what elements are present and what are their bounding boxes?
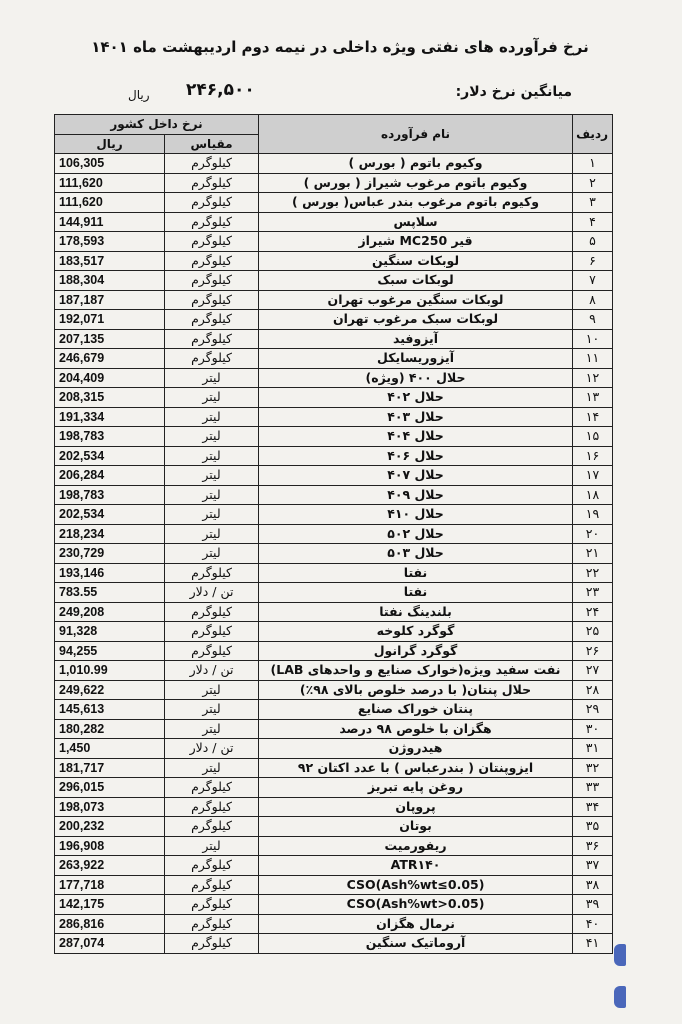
price-cell: 198,783 bbox=[55, 427, 165, 447]
unit-cell: کیلوگرم bbox=[165, 934, 259, 954]
table-row bbox=[55, 251, 613, 271]
product-name: حلال ۴۰۶ bbox=[259, 446, 573, 466]
table-row bbox=[55, 407, 613, 427]
price-cell: 111,620 bbox=[55, 173, 165, 193]
unit-cell: کیلوگرم bbox=[165, 193, 259, 213]
price-table bbox=[54, 114, 613, 954]
row-index: ۸ bbox=[573, 290, 613, 310]
row-index: ۲۱ bbox=[573, 544, 613, 564]
unit-cell: لیتر bbox=[165, 427, 259, 447]
table-row bbox=[55, 544, 613, 564]
product-name: بلندینگ نفتا bbox=[259, 602, 573, 622]
unit-cell: لیتر bbox=[165, 524, 259, 544]
row-index: ۳۵ bbox=[573, 817, 613, 837]
table-row bbox=[55, 290, 613, 310]
unit-cell: لیتر bbox=[165, 505, 259, 525]
unit-cell: لیتر bbox=[165, 836, 259, 856]
unit-cell: لیتر bbox=[165, 407, 259, 427]
table-row bbox=[55, 446, 613, 466]
unit-cell: لیتر bbox=[165, 700, 259, 720]
product-name: حلال ۵۰۲ bbox=[259, 524, 573, 544]
table-row bbox=[55, 895, 613, 915]
product-name: هگزان با خلوص ۹۸ درصد bbox=[259, 719, 573, 739]
row-index: ۱۳ bbox=[573, 388, 613, 408]
price-cell: 202,534 bbox=[55, 446, 165, 466]
row-index: ۴۰ bbox=[573, 914, 613, 934]
row-index: ۳۱ bbox=[573, 739, 613, 759]
price-cell: 202,534 bbox=[55, 505, 165, 525]
row-index: ۷ bbox=[573, 271, 613, 291]
row-index: ۱۵ bbox=[573, 427, 613, 447]
price-cell: 181,717 bbox=[55, 758, 165, 778]
price-cell: 286,816 bbox=[55, 914, 165, 934]
table-row bbox=[55, 193, 613, 213]
table-row bbox=[55, 914, 613, 934]
price-cell: 177,718 bbox=[55, 875, 165, 895]
table-row bbox=[55, 524, 613, 544]
price-cell: 142,175 bbox=[55, 895, 165, 915]
row-index: ۳۲ bbox=[573, 758, 613, 778]
table-row bbox=[55, 934, 613, 954]
table-row bbox=[55, 310, 613, 330]
row-index: ۲۸ bbox=[573, 680, 613, 700]
row-index: ۲۳ bbox=[573, 583, 613, 603]
product-name: بوتان bbox=[259, 817, 573, 837]
table-row bbox=[55, 875, 613, 895]
product-name: ایزوپنتان ( بندرعباس ) با عدد اکتان ۹۲ bbox=[259, 758, 573, 778]
price-cell: 230,729 bbox=[55, 544, 165, 564]
unit-cell: کیلوگرم bbox=[165, 173, 259, 193]
table-row bbox=[55, 680, 613, 700]
price-cell: 94,255 bbox=[55, 641, 165, 661]
product-name: حلال ۴۰۳ bbox=[259, 407, 573, 427]
table-row bbox=[55, 758, 613, 778]
price-cell: 249,208 bbox=[55, 602, 165, 622]
price-cell: 198,783 bbox=[55, 485, 165, 505]
unit-cell: کیلوگرم bbox=[165, 251, 259, 271]
unit-cell: لیتر bbox=[165, 719, 259, 739]
table-row bbox=[55, 700, 613, 720]
row-index: ۴ bbox=[573, 212, 613, 232]
dollar-rate-label: میانگین نرخ دلار: bbox=[455, 84, 572, 100]
scan-mark bbox=[614, 986, 626, 1008]
table-row bbox=[55, 349, 613, 369]
row-index: ۳ bbox=[573, 193, 613, 213]
price-cell: 111,620 bbox=[55, 193, 165, 213]
table-row bbox=[55, 271, 613, 291]
unit-cell: کیلوگرم bbox=[165, 310, 259, 330]
dollar-rate-value: ۲۴۶,۵۰۰ bbox=[186, 80, 255, 100]
product-name: حلال ۴۰۹ bbox=[259, 485, 573, 505]
price-cell: 178,593 bbox=[55, 232, 165, 252]
price-cell: 206,284 bbox=[55, 466, 165, 486]
unit-cell: کیلوگرم bbox=[165, 232, 259, 252]
price-cell: 196,908 bbox=[55, 836, 165, 856]
unit-cell: لیتر bbox=[165, 485, 259, 505]
price-cell: 193,146 bbox=[55, 563, 165, 583]
price-cell: 192,071 bbox=[55, 310, 165, 330]
row-index: ۳۴ bbox=[573, 797, 613, 817]
row-index: ۴۱ bbox=[573, 934, 613, 954]
price-cell: 207,135 bbox=[55, 329, 165, 349]
table-row bbox=[55, 212, 613, 232]
price-cell: 144,911 bbox=[55, 212, 165, 232]
product-name: لوبکات سنگین مرغوب تهران bbox=[259, 290, 573, 310]
product-name: حلال پنتان( با درصد خلوص بالای ۹۸٪) bbox=[259, 680, 573, 700]
price-cell: 200,232 bbox=[55, 817, 165, 837]
product-name: پروپان bbox=[259, 797, 573, 817]
unit-cell: تن / دلار bbox=[165, 583, 259, 603]
product-name: لوبکات سبک مرغوب تهران bbox=[259, 310, 573, 330]
product-name: نرمال هگزان bbox=[259, 914, 573, 934]
table-row bbox=[55, 719, 613, 739]
row-index: ۲ bbox=[573, 173, 613, 193]
unit-cell: کیلوگرم bbox=[165, 271, 259, 291]
row-index: ۲۰ bbox=[573, 524, 613, 544]
price-cell: 208,315 bbox=[55, 388, 165, 408]
table-row bbox=[55, 505, 613, 525]
price-cell: 296,015 bbox=[55, 778, 165, 798]
price-cell: 188,304 bbox=[55, 271, 165, 291]
product-name: ATR۱۴۰ bbox=[259, 856, 573, 876]
price-cell: 91,328 bbox=[55, 622, 165, 642]
unit-cell: کیلوگرم bbox=[165, 914, 259, 934]
unit-cell: لیتر bbox=[165, 680, 259, 700]
table-row bbox=[55, 817, 613, 837]
table-row bbox=[55, 368, 613, 388]
row-index: ۲۷ bbox=[573, 661, 613, 681]
table-row bbox=[55, 232, 613, 252]
row-index: ۳۰ bbox=[573, 719, 613, 739]
price-cell: 191,334 bbox=[55, 407, 165, 427]
product-name: حلال ۴۰۲ bbox=[259, 388, 573, 408]
unit-cell: کیلوگرم bbox=[165, 622, 259, 642]
row-index: ۱۱ bbox=[573, 349, 613, 369]
price-cell: 106,305 bbox=[55, 154, 165, 174]
row-index: ۶ bbox=[573, 251, 613, 271]
price-cell: 246,679 bbox=[55, 349, 165, 369]
product-name: هیدروژن bbox=[259, 739, 573, 759]
price-cell: 249,622 bbox=[55, 680, 165, 700]
table-row bbox=[55, 329, 613, 349]
row-index: ۱۸ bbox=[573, 485, 613, 505]
unit-cell: کیلوگرم bbox=[165, 329, 259, 349]
price-cell: 1,450 bbox=[55, 739, 165, 759]
unit-cell: کیلوگرم bbox=[165, 602, 259, 622]
row-index: ۲۹ bbox=[573, 700, 613, 720]
product-name: نفت سفید ویژه(خوارک صنایع و واحدهای LAB) bbox=[259, 661, 573, 681]
product-name: روغن پایه تبریز bbox=[259, 778, 573, 798]
unit-cell: کیلوگرم bbox=[165, 856, 259, 876]
product-name: حلال ۴۰۷ bbox=[259, 466, 573, 486]
product-name: آیزوریسایکل bbox=[259, 349, 573, 369]
price-cell: 204,409 bbox=[55, 368, 165, 388]
product-name: لوبکات سبک bbox=[259, 271, 573, 291]
product-name: حلال ۴۱۰ bbox=[259, 505, 573, 525]
price-cell: 187,187 bbox=[55, 290, 165, 310]
price-cell: 183,517 bbox=[55, 251, 165, 271]
table-row bbox=[55, 739, 613, 759]
unit-cell: لیتر bbox=[165, 544, 259, 564]
product-name: ریفورمیت bbox=[259, 836, 573, 856]
row-index: ۱۶ bbox=[573, 446, 613, 466]
table-row bbox=[55, 797, 613, 817]
row-index: ۱۴ bbox=[573, 407, 613, 427]
row-index: ۹ bbox=[573, 310, 613, 330]
row-index: ۱۷ bbox=[573, 466, 613, 486]
unit-cell: کیلوگرم bbox=[165, 875, 259, 895]
row-index: ۱۰ bbox=[573, 329, 613, 349]
table-row bbox=[55, 856, 613, 876]
table-row bbox=[55, 173, 613, 193]
price-cell: 145,613 bbox=[55, 700, 165, 720]
product-name: حلال ۴۰۰ (ویژه) bbox=[259, 368, 573, 388]
unit-cell: کیلوگرم bbox=[165, 778, 259, 798]
price-cell: 198,073 bbox=[55, 797, 165, 817]
price-cell: 287,074 bbox=[55, 934, 165, 954]
row-index: ۲۴ bbox=[573, 602, 613, 622]
row-index: ۱ bbox=[573, 154, 613, 174]
header-index: ردیف bbox=[573, 115, 613, 154]
row-index: ۳۳ bbox=[573, 778, 613, 798]
header-price: ریال bbox=[55, 134, 165, 154]
price-cell: 783.55 bbox=[55, 583, 165, 603]
product-name: وکیوم باتوم مرغوب شیراز ( بورس ) bbox=[259, 173, 573, 193]
product-name: آیزوفید bbox=[259, 329, 573, 349]
unit-cell: کیلوگرم bbox=[165, 563, 259, 583]
row-index: ۳۸ bbox=[573, 875, 613, 895]
unit-cell: کیلوگرم bbox=[165, 817, 259, 837]
row-index: ۱۹ bbox=[573, 505, 613, 525]
product-name: CSO(Ash%wt>0.05) bbox=[259, 895, 573, 915]
product-name: آروماتیک سنگین bbox=[259, 934, 573, 954]
product-name: حلال ۵۰۳ bbox=[259, 544, 573, 564]
product-name: گوگرد گرانول bbox=[259, 641, 573, 661]
product-name: قیر MC250 شیراز bbox=[259, 232, 573, 252]
product-name: حلال ۴۰۴ bbox=[259, 427, 573, 447]
table-row bbox=[55, 427, 613, 447]
price-cell: 180,282 bbox=[55, 719, 165, 739]
table-row bbox=[55, 485, 613, 505]
table-row bbox=[55, 836, 613, 856]
table-row bbox=[55, 154, 613, 174]
unit-cell: کیلوگرم bbox=[165, 212, 259, 232]
product-name: پنتان خوراک صنایع bbox=[259, 700, 573, 720]
dollar-rate-unit: ریال bbox=[128, 88, 150, 102]
product-name: CSO(Ash%wt≤0.05) bbox=[259, 875, 573, 895]
table-row bbox=[55, 563, 613, 583]
unit-cell: لیتر bbox=[165, 446, 259, 466]
unit-cell: کیلوگرم bbox=[165, 797, 259, 817]
header-domestic-rate: نرخ داخل کشور bbox=[55, 115, 259, 135]
row-index: ۳۹ bbox=[573, 895, 613, 915]
product-name: نفتا bbox=[259, 563, 573, 583]
product-name: وکیوم باتوم مرغوب بندر عباس( بورس ) bbox=[259, 193, 573, 213]
table-row bbox=[55, 778, 613, 798]
unit-cell: کیلوگرم bbox=[165, 895, 259, 915]
scan-mark bbox=[614, 944, 626, 966]
table-row bbox=[55, 602, 613, 622]
unit-cell: لیتر bbox=[165, 388, 259, 408]
row-index: ۲۵ bbox=[573, 622, 613, 642]
unit-cell: لیتر bbox=[165, 466, 259, 486]
table-row bbox=[55, 641, 613, 661]
product-name: سلاپس bbox=[259, 212, 573, 232]
row-index: ۱۲ bbox=[573, 368, 613, 388]
price-cell: 1,010.99 bbox=[55, 661, 165, 681]
unit-cell: لیتر bbox=[165, 368, 259, 388]
unit-cell: کیلوگرم bbox=[165, 290, 259, 310]
price-cell: 218,234 bbox=[55, 524, 165, 544]
header-unit: مقیاس bbox=[165, 134, 259, 154]
product-name: گوگرد کلوخه bbox=[259, 622, 573, 642]
table-row bbox=[55, 583, 613, 603]
product-name: نفتا bbox=[259, 583, 573, 603]
page-title: نرخ فرآورده های نفتی ویژه داخلی در نیمه دوم اردیبهشت ماه ۱۴۰۱ bbox=[91, 38, 589, 56]
table-row bbox=[55, 388, 613, 408]
row-index: ۵ bbox=[573, 232, 613, 252]
price-cell: 263,922 bbox=[55, 856, 165, 876]
unit-cell: کیلوگرم bbox=[165, 641, 259, 661]
table-row bbox=[55, 661, 613, 681]
row-index: ۲۲ bbox=[573, 563, 613, 583]
unit-cell: کیلوگرم bbox=[165, 154, 259, 174]
table-row bbox=[55, 622, 613, 642]
product-name: وکیوم باتوم ( بورس ) bbox=[259, 154, 573, 174]
header-name: نام فرآورده bbox=[259, 115, 573, 154]
table-row bbox=[55, 466, 613, 486]
unit-cell: تن / دلار bbox=[165, 739, 259, 759]
row-index: ۳۶ bbox=[573, 836, 613, 856]
price-table-body bbox=[55, 154, 613, 954]
unit-cell: کیلوگرم bbox=[165, 349, 259, 369]
row-index: ۲۶ bbox=[573, 641, 613, 661]
unit-cell: لیتر bbox=[165, 758, 259, 778]
product-name: لوبکات سنگین bbox=[259, 251, 573, 271]
unit-cell: تن / دلار bbox=[165, 661, 259, 681]
row-index: ۳۷ bbox=[573, 856, 613, 876]
